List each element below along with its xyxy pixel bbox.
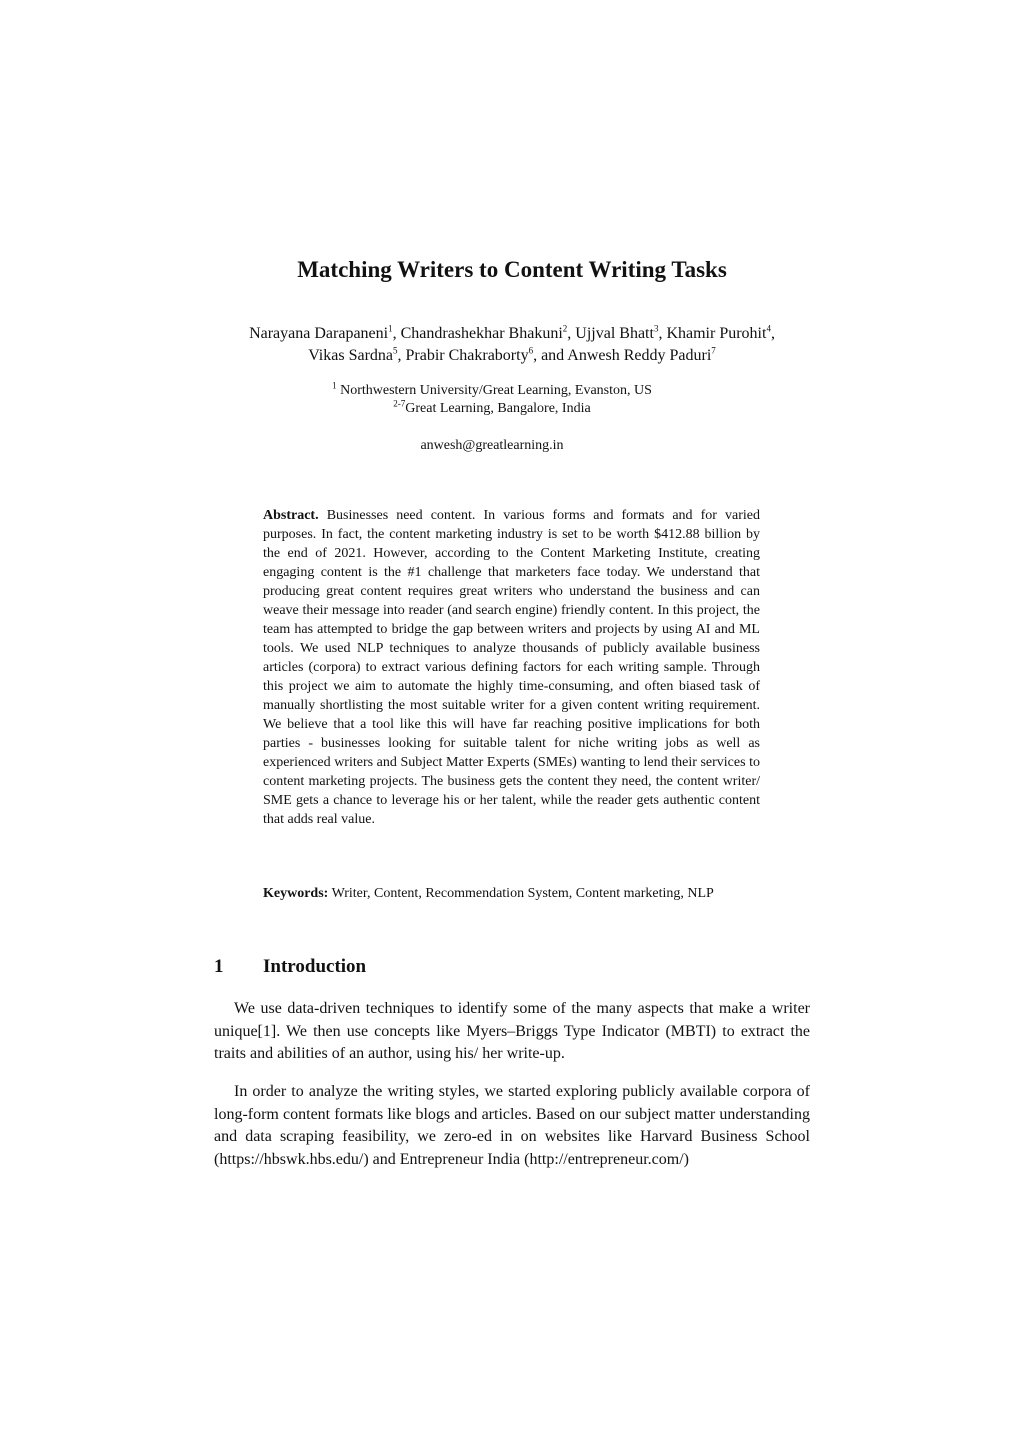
section-title: Introduction <box>263 956 367 977</box>
section-heading <box>214 955 814 979</box>
section-number: 1 <box>214 956 224 977</box>
author: Khamir Purohit$^4$, <box>666 323 775 342</box>
keywords-text: Writer, Content, Recommendation System, Content marketing, NLP <box>331 886 714 901</box>
body-paragraph: In order to analyze the writing styles, we started exploring publicly available corpora of long-form content formats like blogs and articles. Based on our subject matter understanding and data scraping feasibility, we zero-ed in on websites like Harvard Business School (https://hbswk.hbs.edu/) and Entrepreneur India (http://entrepreneur.com/) <box>214 1083 810 1168</box>
keywords <box>263 884 753 903</box>
author-list <box>200 323 824 367</box>
author: Chandrashekhar Bhakuni$^2$, <box>400 323 576 342</box>
abstract <box>263 506 760 829</box>
author: Vikas Sardna$^5$, <box>308 345 406 364</box>
author: Prabir Chakraborty$^6$, and <box>405 345 568 364</box>
contact-email: anwesh@greatlearning.in <box>420 438 564 453</box>
author: Ujjval Bhatt$^3$, <box>575 323 667 342</box>
abstract-label: Abstract. <box>263 508 319 523</box>
abstract-text: Businesses need content. In various forms and formats and for varied purposes. In fact, the content marketing industry is set to be worth $412.88 billion by the end of 2021. However, according to the Content Marketing Institute, creating engaging content is the #1 challenge that marketers face today. We understand that producing great content requires great writers who understand the business and can weave their message into reader (and search engine) friendly content. In this project, the team has attempted to bridge the gap between writers and projects by using AI and ML tools. We used NLP techniques to analyze thousands of publicly available business articles (corpora) to extract various defining factors for each writing sample. Through this project we aim to automate the highly time-consuming, and often biased task of manually shortlisting the most suitable writer for a given content writing requirement. We believe that a tool like this will have far reaching positive implications for both parties - businesses looking for suitable talent for niche writing jobs as well as experienced writers and Subject Matter Experts (SMEs) wanting to lend their services to content marketing projects. The business gets the content they need, the content writer/ SME gets a chance to leverage his or her talent, while the reader gets authentic content that adds real value. <box>263 508 761 827</box>
paper-title: Matching Writers to Content Writing Tasks <box>297 257 727 282</box>
author: Anwesh Reddy Paduri$^7$ <box>567 345 716 364</box>
author: Narayana Darapaneni$^1$, <box>249 323 401 342</box>
affiliation: $^1$ Northwestern University/Great Learning, Evanston, US <box>332 380 652 398</box>
keywords-label: Keywords: <box>263 886 329 901</box>
body-paragraph: We use data-driven techniques to identify some of the many aspects that make a writer unique[1]. We then use concepts like Myers–Briggs Type Indicator (MBTI) to extract the traits and abilities of an author, using his/ her write-up. <box>214 1000 810 1062</box>
affiliation: $^{2-7}$Great Learning, Bangalore, India <box>393 398 591 416</box>
